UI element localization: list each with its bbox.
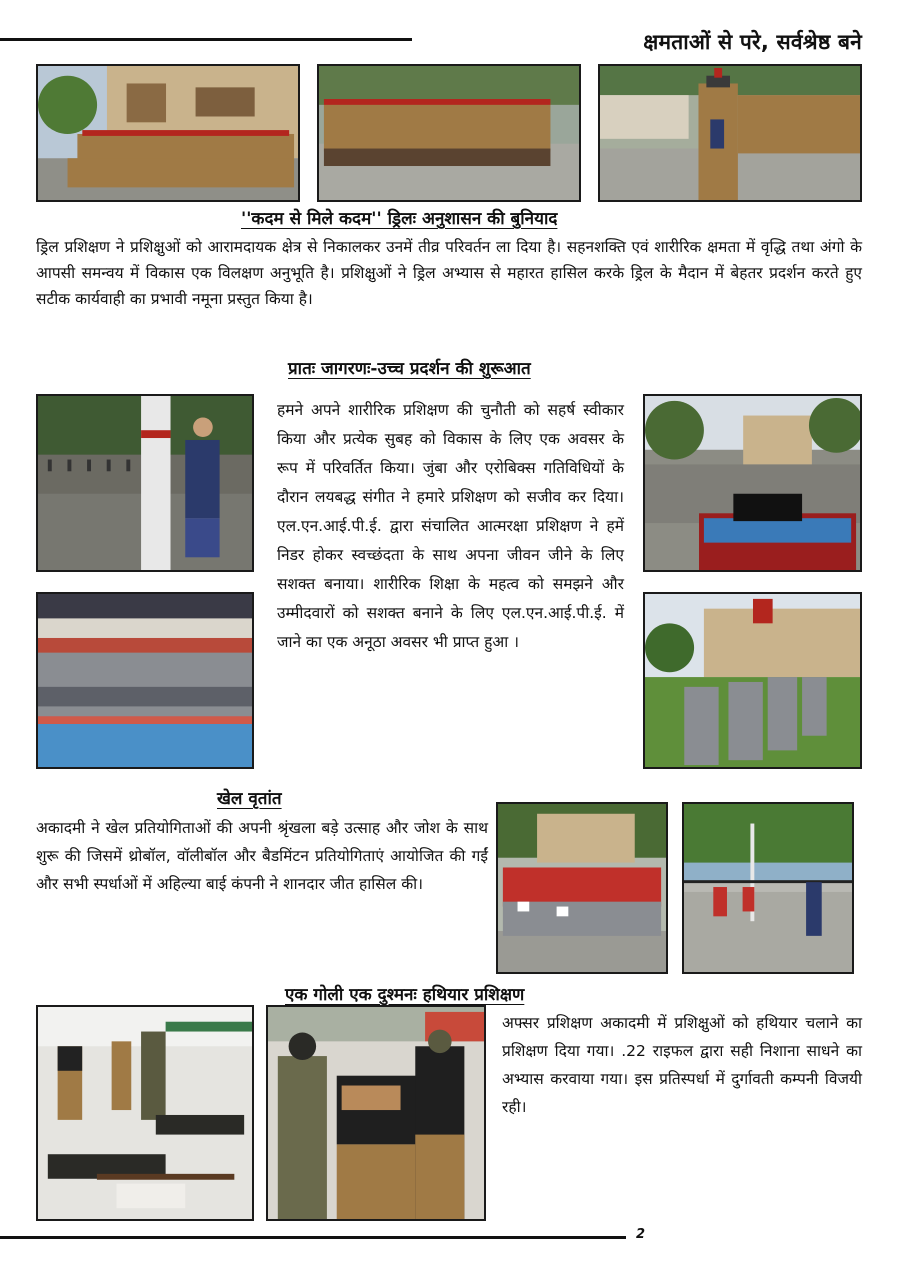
photo-self-defence-training [643,592,862,769]
photo-marching-parade [317,64,581,202]
footer-rule [0,1236,626,1239]
page-header-title: क्षमताओं से परे, सर्वश्रेष्ठ बने [643,30,862,54]
weapons-section-heading: एक गोली एक दुश्मनः हथियार प्रशिक्षण [285,985,525,1005]
morning-section-heading: प्रातः जागरणः-उच्च प्रदर्शन की शुरूआत [288,359,531,379]
header-rule [0,38,412,41]
page-number: 2 [636,1227,646,1242]
photo-weapons-briefing [266,1005,486,1221]
photo-yoga-on-mat [643,394,862,572]
drill-section-heading: ''कदम से मिले कदम'' ड्रिलः अनुशासन की बुनियाद [241,209,558,229]
photo-group-in-front-of-building [36,64,300,202]
photo-morning-exercise-pillar [36,394,254,572]
photo-sports-winners-group [496,802,668,974]
photo-prone-rifle-firing [36,1005,254,1221]
weapons-section-body: अफ्सर प्रशिक्षण अकादमी में प्रशिक्षुओं को हथियार चलाने का प्रशिक्षण दिया गया। .22 राइफल द्वारा सही निशाना साधने का अभ्यास करवाया गया। इस प्रतिस्पर्धा में दुर्गावती कम्पनी विजयी रही। [502,1014,862,1116]
photo-parade-commander [598,64,862,202]
drill-section-body: ड्रिल प्रशिक्षण ने प्रशिक्षुओं को आरामदायक क्षेत्र से निकालकर उनमें तीव्र परिवर्तन ला दिया है। सहनशक्ति एवं शारीरिक क्षमता में वृद्धि तथा अंगो के आपसी समन्वय में विकास एक विलक्षण अनुभूति है। प्रशिक्षुओं ने ड्रिल अभ्यास से महारत हासिल करके ड्रिल के मैदान में बेहतर प्रदर्शन करते हुए सटीक कार्यवाही का प्रभावी नमूना प्रस्तुत किया है। [36,238,862,308]
sports-section-heading: खेल वृतांत [217,789,282,809]
morning-section-body: हमने अपने शारीरिक प्रशिक्षण की चुनौती को सहर्ष स्वीकार किया और प्रत्येक सुबह को विकास के लिए एक अवसर के रूप में परिवर्तित किया। जुंबा और एरोबिक्स गतिविधियों के दौरान लयबद्ध संगीत ने हमारे प्रशिक्षण को सजीव कर दिया। एल.एन.आई.पी.ई. द्वारा संचालित आत्मरक्षा प्रशिक्षण ने हमें निडर होकर स्वच्छंदता के साथ अपना जीवन जीने के लिए सशक्त बनाया। शारीरिक शिक्षा के महत्व को समझने और उम्मीदवारों को सशक्त बनाने के लिए एल.एन.आई.पी.ई. में जाने का एक अनूठा अवसर भी प्राप्त हुआ । [277,401,624,651]
photo-volleyball-match [682,802,854,974]
photo-group-on-stadium-steps [36,592,254,769]
sports-section-body: अकादमी ने खेल प्रतियोगिताओं की अपनी श्रृंखला बड़े उत्साह और जोश के साथ शुरू की जिसमें थ्रोबॉल, वॉलीबॉल और बैडमिंटन प्रतियोगिताएं आयोजित की गईं और सभी स्पर्धाओं में अहिल्या बाई कंपनी ने शानदार जीत हासिल की। [36,819,488,893]
